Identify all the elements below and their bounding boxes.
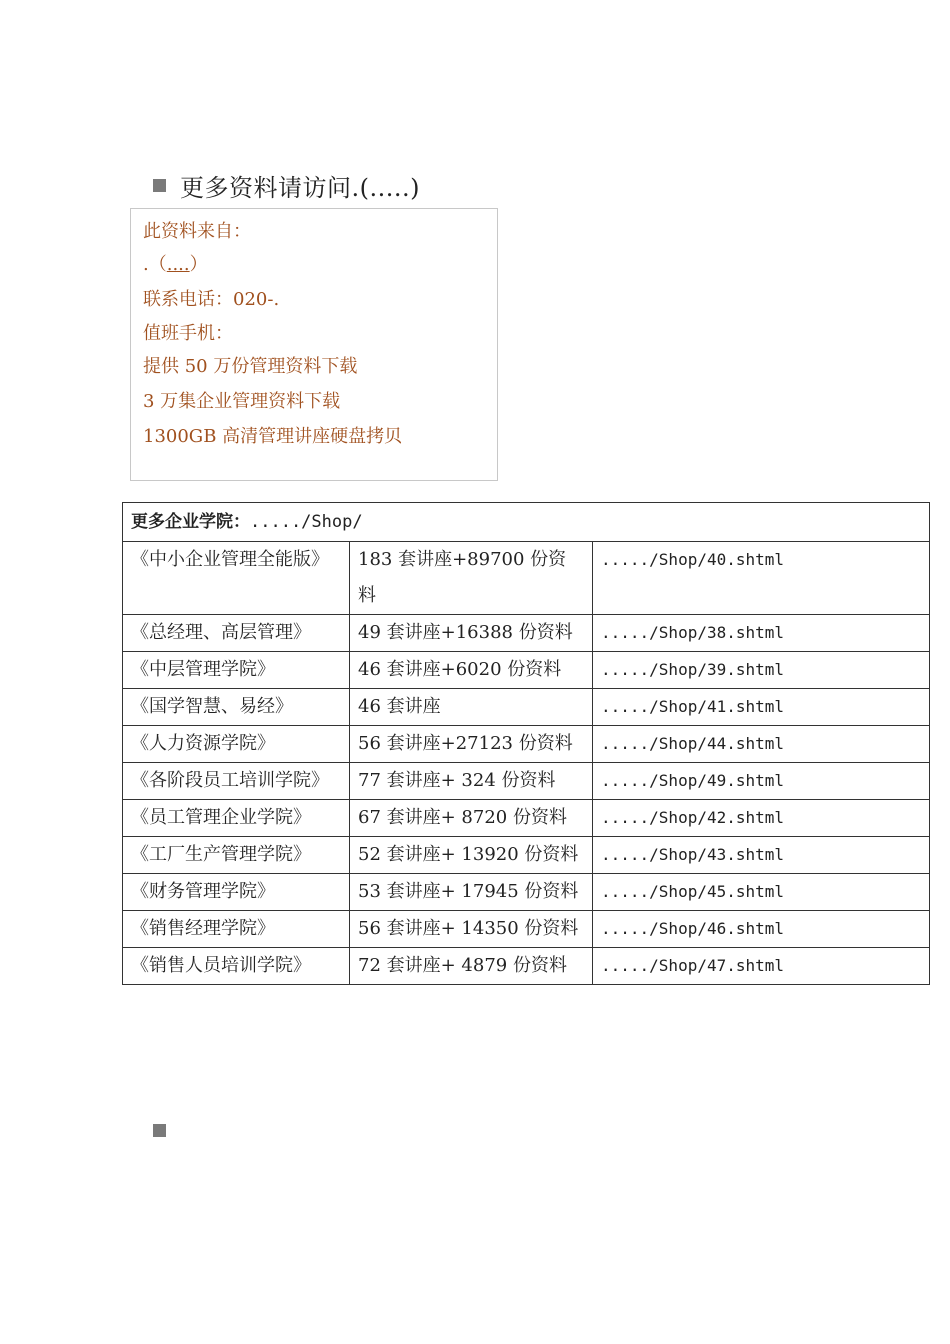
course-name-cell: 《国学智慧、易经》 xyxy=(123,689,350,726)
course-url-cell[interactable]: ...../Shop/42.shtml xyxy=(593,800,930,837)
course-desc-cell: 49 套讲座+16388 份资料 xyxy=(350,615,593,652)
table-row xyxy=(123,911,930,948)
table-header-cell xyxy=(123,503,930,542)
course-url-cell[interactable]: ...../Shop/45.shtml xyxy=(593,874,930,911)
table-row xyxy=(123,689,930,726)
square-bullet-icon xyxy=(153,1124,166,1137)
table-row xyxy=(123,874,930,911)
course-url-cell[interactable]: ...../Shop/46.shtml xyxy=(593,911,930,948)
header-url[interactable]: ...../Shop/ xyxy=(250,512,363,532)
course-url-cell[interactable]: ...../Shop/40.shtml xyxy=(593,542,930,615)
table-row xyxy=(123,652,930,689)
course-url-cell[interactable]: ...../Shop/38.shtml xyxy=(593,615,930,652)
table-row xyxy=(123,837,930,874)
course-desc-cell: 183 套讲座+89700 份资料 xyxy=(350,542,593,615)
table-header-row xyxy=(123,503,930,542)
link-prefix: .（ xyxy=(143,254,167,275)
course-url-cell[interactable]: ...../Shop/43.shtml xyxy=(593,837,930,874)
course-name-cell: 《财务管理学院》 xyxy=(123,874,350,911)
info-phone: 联系电话：020-. xyxy=(143,289,280,310)
course-name-cell: 《销售人员培训学院》 xyxy=(123,948,350,985)
footer-bullet-line xyxy=(153,1124,180,1137)
course-desc-cell: 46 套讲座 xyxy=(350,689,593,726)
info-mobile: 值班手机： xyxy=(143,323,233,344)
info-link-line xyxy=(143,250,208,276)
info-offer-1: 提供 50 万份管理资料下载 xyxy=(143,356,358,377)
course-desc-cell: 72 套讲座+ 4879 份资料 xyxy=(350,948,593,985)
table-row xyxy=(123,948,930,985)
course-desc-cell: 77 套讲座+ 324 份资料 xyxy=(350,763,593,800)
course-name-cell: 《中层管理学院》 xyxy=(123,652,350,689)
table-row xyxy=(123,542,930,615)
course-name-cell: 《员工管理企业学院》 xyxy=(123,800,350,837)
course-desc-cell: 67 套讲座+ 8720 份资料 xyxy=(350,800,593,837)
table-row xyxy=(123,726,930,763)
table-row xyxy=(123,800,930,837)
link-suffix: ） xyxy=(189,254,208,275)
course-url-cell[interactable]: ...../Shop/49.shtml xyxy=(593,763,930,800)
course-name-cell: 《销售经理学院》 xyxy=(123,911,350,948)
info-offer-2: 3 万集企业管理资料下载 xyxy=(143,391,341,412)
academy-table xyxy=(122,502,930,985)
course-url-cell[interactable]: ...../Shop/39.shtml xyxy=(593,652,930,689)
course-name-cell: 《工厂生产管理学院》 xyxy=(123,837,350,874)
course-name-cell: 《人力资源学院》 xyxy=(123,726,350,763)
course-name-cell: 《各阶段员工培训学院》 xyxy=(123,763,350,800)
table-row xyxy=(123,763,930,800)
header-label: 更多企业学院： xyxy=(131,512,250,532)
course-desc-cell: 56 套讲座+ 14350 份资料 xyxy=(350,911,593,948)
square-bullet-icon xyxy=(153,179,166,192)
course-desc-cell: 56 套讲座+27123 份资料 xyxy=(350,726,593,763)
source-link[interactable]: .... xyxy=(166,254,190,275)
info-box xyxy=(130,208,498,481)
course-url-cell[interactable]: ...../Shop/47.shtml xyxy=(593,948,930,985)
page-heading: 更多资料请访问.(.....) xyxy=(180,174,420,202)
course-desc-cell: 53 套讲座+ 17945 份资料 xyxy=(350,874,593,911)
course-url-cell[interactable]: ...../Shop/44.shtml xyxy=(593,726,930,763)
heading-line xyxy=(153,168,420,203)
course-name-cell: 《总经理、高层管理》 xyxy=(123,615,350,652)
info-offer-3: 1300GB 高清管理讲座硬盘拷贝 xyxy=(143,426,403,447)
table-row xyxy=(123,615,930,652)
course-desc-cell: 46 套讲座+6020 份资料 xyxy=(350,652,593,689)
course-name-cell: 《中小企业管理全能版》 xyxy=(123,542,350,615)
info-source: 此资料来自： xyxy=(143,221,251,242)
course-url-cell[interactable]: ...../Shop/41.shtml xyxy=(593,689,930,726)
course-desc-cell: 52 套讲座+ 13920 份资料 xyxy=(350,837,593,874)
